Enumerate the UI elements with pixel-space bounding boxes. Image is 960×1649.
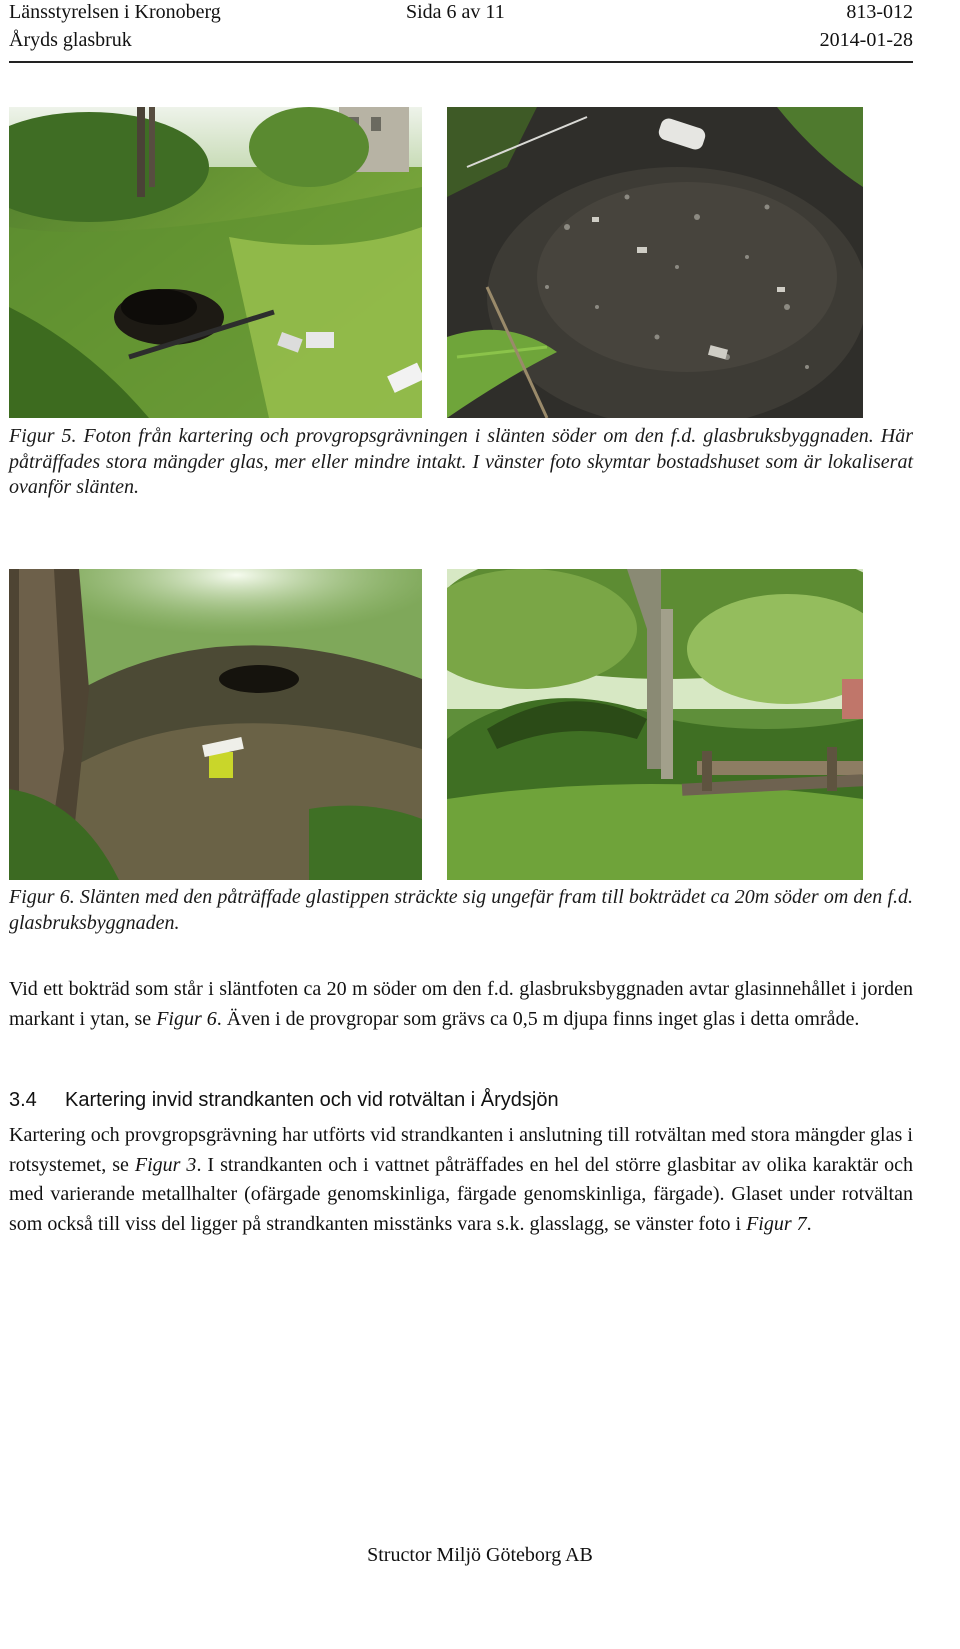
section-number: 3.4 (9, 1089, 37, 1111)
paragraph-2-figure-ref-2: Figur 7 (746, 1212, 807, 1235)
paragraph-2-text-b: . I strandkanten och i vattnet påträffades en hel del större glasbitar av olika karaktär och med varierande metallhalter (ofärgade genomskinliga, färgade genomskinliga, färgade). Glaset under rotvältan som också till viss del ligger på strandkanten misstänks vara s.k. glasslagg, se vänster foto i (9, 1153, 913, 1235)
header-project: Åryds glasbruk (9, 29, 132, 51)
header-org: Länsstyrelsen i Kronoberg (9, 1, 221, 23)
section-heading (9, 1087, 559, 1113)
figure5-caption: Figur 5. Foton från kartering och provgropsgrävningen i slänten söder om den f.d. glasbruksbyggnaden. Här påträffades stora mängder glas, mer eller mindre intakt. I vänster foto skymtar bostadshuset som är lokaliserat ovanför slänten. (9, 425, 913, 498)
figure6-photo-left (9, 569, 422, 880)
header-date: 2014-01-28 (819, 29, 913, 51)
paragraph-2-text-c: . (806, 1212, 812, 1235)
paragraph-1-text-a: Vid ett bokträd som står i släntfoten ca 20 m söder om den f.d. glasbruksbyggnaden avtar glasinnehållet i jorden markant i ytan, se (9, 978, 913, 1030)
paragraph-2 (9, 1121, 913, 1239)
figure6-caption: Figur 6. Slänten med den påträffade glastippen sträckte sig ungefär fram till bokträdet ca 20m söder om den f.d. glasbruksbyggnaden. (9, 886, 913, 934)
header-page-number: Sida 6 av 11 (406, 1, 505, 23)
header-doc-number: 813-012 (846, 1, 913, 23)
paragraph-2-figure-ref-1: Figur 3 (134, 1153, 197, 1176)
figure6-photo-right (447, 569, 863, 880)
paragraph-1-text-b: . Även i de provgropar som grävs ca 0,5 m djupa finns inget glas i detta område. (216, 1007, 860, 1030)
figure5-photo-right (447, 107, 863, 418)
footer-company: Structor Miljö Göteborg AB (367, 1544, 593, 1566)
paragraph-1 (9, 975, 913, 1034)
paragraph-2-text-a: Kartering och provgropsgrävning har utförts vid strandkanten i anslutning till rotvältan med stora mängder glas i rotsystemet, se (9, 1124, 913, 1176)
paragraph-1-figure-ref: Figur 6 (156, 1007, 217, 1030)
section-title: Kartering invid strandkanten och vid rotvältan i Årydsjön (65, 1089, 559, 1111)
figure5-photo-left (9, 107, 422, 418)
header-rule (9, 61, 913, 63)
